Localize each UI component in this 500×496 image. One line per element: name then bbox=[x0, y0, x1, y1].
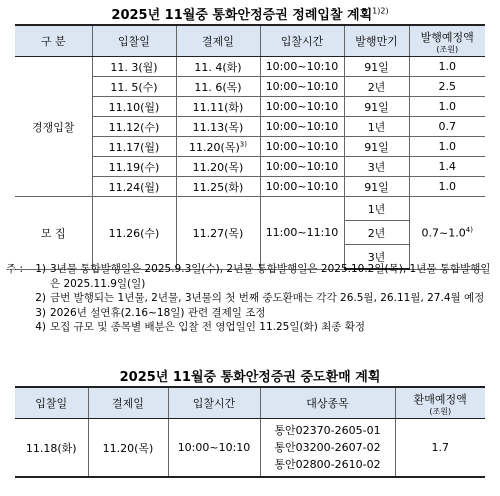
bid-time: 10:00~10:10 bbox=[260, 137, 344, 157]
table-header-row bbox=[15, 387, 485, 419]
plan-title bbox=[0, 4, 500, 23]
table-header-row bbox=[15, 25, 485, 57]
footnote bbox=[6, 262, 494, 291]
amount: 2.5 bbox=[409, 77, 485, 97]
bid-date: 11.26(수) bbox=[92, 197, 176, 270]
amount: 1.0 bbox=[409, 97, 485, 117]
settle-date bbox=[176, 137, 260, 157]
header-settle-date: 결제일 bbox=[88, 387, 168, 419]
settle-date: 11.20(목) bbox=[176, 157, 260, 177]
footnote-num: 3) bbox=[35, 306, 46, 319]
target-item: 통안02370-2605-01 bbox=[274, 424, 381, 437]
footnote bbox=[6, 291, 494, 306]
bid-date: 11.12(수) bbox=[92, 117, 176, 137]
settle-date: 11.13(목) bbox=[176, 117, 260, 137]
header-amount-label: 환매예정액 bbox=[413, 392, 467, 406]
footnote-num: 1) bbox=[35, 263, 46, 275]
amount: 1.0 bbox=[409, 137, 485, 157]
table-row bbox=[15, 419, 485, 478]
redemption-plan-table bbox=[15, 386, 485, 478]
header-maturity: 발행만기 bbox=[344, 25, 409, 57]
target-item: 통안03200-2607-02 bbox=[274, 441, 381, 454]
bid-time: 10:00~10:10 bbox=[260, 177, 344, 197]
bid-date: 11.18(화) bbox=[15, 419, 88, 478]
bid-time: 11:00~11:10 bbox=[260, 197, 344, 270]
settle-date: 11.20(목) bbox=[88, 419, 168, 478]
header-bid-date: 입찰일 bbox=[15, 387, 88, 419]
settle-date: 11.25(화) bbox=[176, 177, 260, 197]
bid-date: 11.17(월) bbox=[92, 137, 176, 157]
table-row-mojib bbox=[15, 197, 485, 221]
target-item: 통안02800-2610-02 bbox=[274, 458, 381, 471]
group-mojib: 모 집 bbox=[15, 197, 92, 270]
bid-date: 11. 3(월) bbox=[92, 57, 176, 77]
header-amount-unit: (조원) bbox=[436, 44, 459, 54]
bid-date: 11.10(월) bbox=[92, 97, 176, 117]
footnote bbox=[6, 320, 494, 335]
footnote-num: 2) bbox=[35, 292, 46, 304]
maturity: 1년 bbox=[344, 117, 409, 137]
amount: 1.0 bbox=[409, 177, 485, 197]
header-amount bbox=[395, 387, 485, 419]
header-amount-label: 발행예정액 bbox=[420, 30, 474, 44]
footnote-num: 4) bbox=[35, 321, 46, 333]
settle-date-text: 11.20(목) bbox=[189, 140, 240, 154]
footnote-text: 금번 발행되는 1년물, 2년물, 3년물의 첫 번째 중도환매는 각각 26.5월, 26.11월, 27.4월 예정 bbox=[50, 292, 485, 304]
bid-date: 11. 5(수) bbox=[92, 77, 176, 97]
bid-time: 10:00~10:10 bbox=[260, 97, 344, 117]
header-bid-time: 입찰시간 bbox=[260, 25, 344, 57]
header-settle-date: 결제일 bbox=[176, 25, 260, 57]
amount bbox=[409, 197, 485, 270]
bid-time: 10:00~10:10 bbox=[260, 157, 344, 177]
footnote-text: 3년물 통합발행일은 2025.9.3일(수), 2년물 통합발행일은 2025.10.2일(목), 1년물 통합발행일은 2025.11.9일(일) bbox=[50, 263, 491, 290]
settle-date: 11.27(목) bbox=[176, 197, 260, 270]
maturity: 91일 bbox=[344, 137, 409, 157]
footnote bbox=[6, 306, 494, 321]
header-amount bbox=[409, 25, 485, 57]
maturity: 2년 bbox=[344, 221, 409, 245]
bid-date: 11.24(월) bbox=[92, 177, 176, 197]
header-bid-date: 입찰일 bbox=[92, 25, 176, 57]
header-amount-unit: (조원) bbox=[429, 406, 452, 416]
maturity: 3년 bbox=[344, 157, 409, 177]
plan-title-text: 2025년 11월중 통화안정증권 정례입찰 계획 bbox=[111, 8, 373, 23]
footnote-text: 2026년 설연휴(2.16~18일) 관련 결제일 조정 bbox=[50, 306, 266, 319]
group-competitive: 경쟁입찰 bbox=[15, 57, 92, 197]
header-category: 구 분 bbox=[15, 25, 92, 57]
amount: 1.4 bbox=[409, 157, 485, 177]
settle-date: 11. 4(화) bbox=[176, 57, 260, 77]
amount-note: 4) bbox=[465, 225, 473, 234]
maturity: 1년 bbox=[344, 197, 409, 221]
amount: 1.7 bbox=[395, 419, 485, 478]
footnote-head: 주 : bbox=[6, 263, 24, 275]
auction-plan-table bbox=[15, 24, 485, 270]
bid-time: 10:00~10:10 bbox=[168, 419, 260, 478]
settle-date-note: 3) bbox=[239, 139, 247, 148]
footnotes bbox=[6, 262, 494, 335]
amount: 0.7 bbox=[409, 117, 485, 137]
settle-date: 11.11(화) bbox=[176, 97, 260, 117]
target-list bbox=[260, 419, 395, 478]
amount: 1.0 bbox=[409, 57, 485, 77]
maturity: 91일 bbox=[344, 57, 409, 77]
header-bid-time: 입찰시간 bbox=[168, 387, 260, 419]
plan-title-note: 1)2) bbox=[372, 6, 389, 16]
redemption-title: 2025년 11월중 통화안정증권 중도환매 계획 bbox=[119, 370, 381, 385]
amount-text: 0.7~1.0 bbox=[421, 226, 466, 240]
footnote-text: 모집 규모 및 종목별 배분은 입찰 전 영업일인 11.25일(화) 최종 확정 bbox=[50, 321, 366, 333]
bid-time: 10:00~10:10 bbox=[260, 77, 344, 97]
maturity: 2년 bbox=[344, 77, 409, 97]
maturity: 91일 bbox=[344, 97, 409, 117]
bid-date: 11.19(수) bbox=[92, 157, 176, 177]
bid-time: 10:00~10:10 bbox=[260, 57, 344, 77]
maturity: 3년 bbox=[344, 245, 409, 270]
maturity: 91일 bbox=[344, 177, 409, 197]
header-target: 대상종목 bbox=[260, 387, 395, 419]
settle-date: 11. 6(목) bbox=[176, 77, 260, 97]
table-row bbox=[15, 57, 485, 77]
bid-time: 10:00~10:10 bbox=[260, 117, 344, 137]
